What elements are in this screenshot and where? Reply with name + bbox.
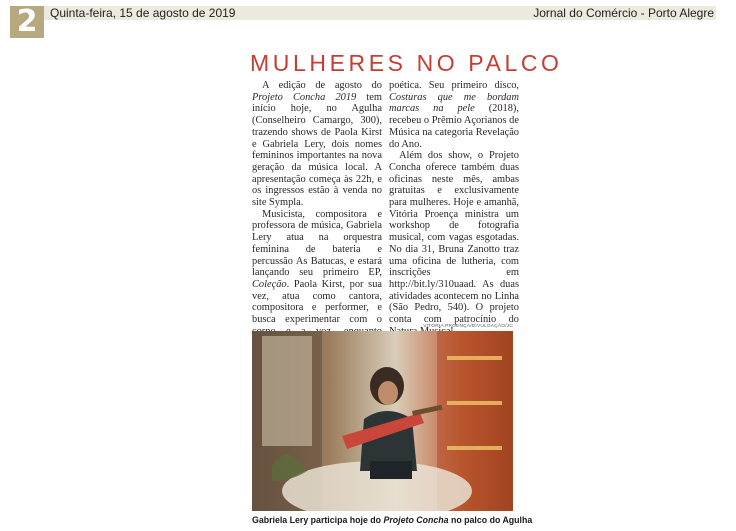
page-number: 2 [10, 6, 44, 38]
article-column-1 [252, 80, 382, 349]
photo-caption: Gabriela Lery participa hoje do Projeto Concha no palco do Agulha [252, 515, 533, 525]
article-photo [252, 331, 513, 511]
paragraph: A edição de agosto do Projeto Concha 2019 tem início hoje, no Agulha (Conselheiro Camargo, 300), trazendo shows de Paola Kirst e Gabriela Lery, dois nomes femininos importantes na nova geração da música local. A apresentação começa às 22h, e os ingressos estão à venda no site Sympla. [252, 80, 382, 209]
paragraph: poética. Seu primeiro disco, Costuras que me bordam marcas na pele (2018), recebeu o Prêmio Açorianos de Música na categoria Revelação do Ano. [389, 80, 519, 150]
newspaper-name: Jornal do Comércio - Porto Alegre [533, 6, 714, 20]
photo-credit: VITÓRIA PROENÇA/DIVULGAÇÃO/JC [423, 324, 513, 329]
article-headline: MULHERES NO PALCO [250, 50, 563, 76]
issue-date: Quinta-feira, 15 de agosto de 2019 [50, 6, 236, 20]
article-column-2 [389, 80, 519, 337]
paragraph: Musicista, compositora e professora de música, Gabriela Lery atua na orquestra feminina de bateria e percussão As Batucas, e estará lançando seu primeiro EP, Coleção. Paola Kirst, por sua vez, atua como cantora, compositora e performer, e busca experimentar com o [252, 208, 382, 326]
photo-illustration [252, 331, 513, 511]
paragraph: Além dos show, o Projeto Concha oferece também duas oficinas neste mês, ambas gratuitas e exclusivamente para mulheres. Hoje e amanhã, Vitória Proença ministra um workshop de fotografia musical, com vagas esgotadas. No dia 31, Bruna Zanotto traz uma oficina de lutheria, com inscrições em http://bit.ly/310uaad. As duas atividades acontecem no Linha (São Pedro, 540). O projeto conta com patrocínio do [389, 150, 519, 326]
